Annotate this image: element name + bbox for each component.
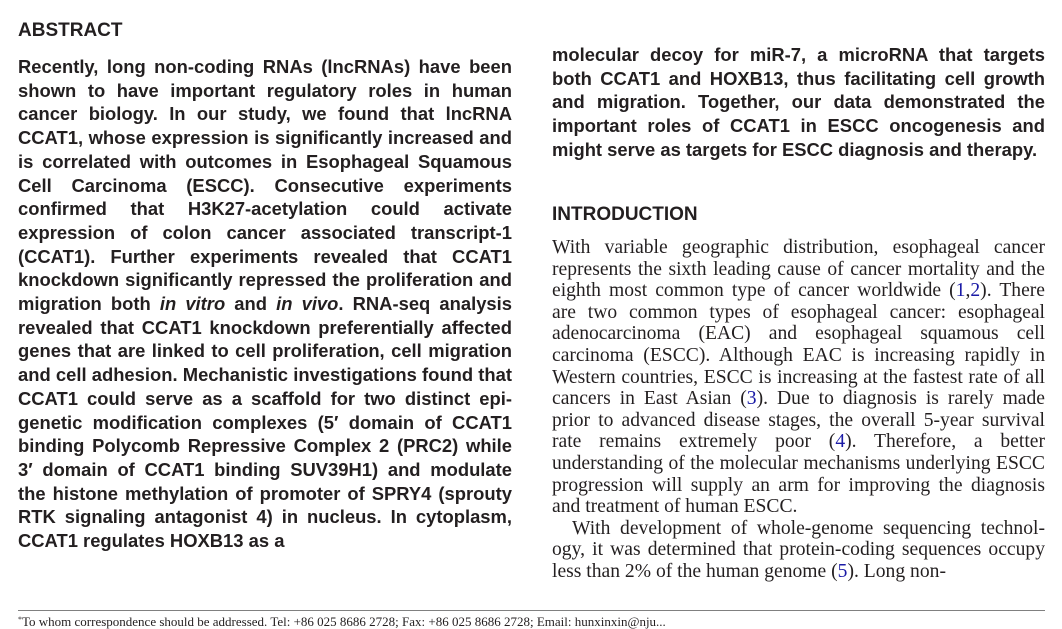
correspondence-footnote — [18, 614, 1045, 629]
text-run: . RNA-seq analysis revealed that CCAT1 knockdown preferentially affected genes that are linked to cell proliferation, cell migration and cell adhesion. Mechanistic investigations found that CCAT1 could serve as a scaffold for two distinct epigenetic modification complexes (5′ domain of CCAT1 binding Polycomb Repressive Complex 2 (PRC2) while 3′ domain of CCAT1 binding SUV39H1) and modulate the histone methylation of promoter of SPRY4 (sprouty RTK signaling antagonist 4) in nucleus. In cytoplasm, CCAT1 regulates HOXB13 as a — [18, 293, 512, 552]
text-run: With variable geographic distribution, esophageal cancer represents the sixth leading cause of cancer mortality and the eighth most common type of cancer worldwide ( — [552, 237, 1045, 302]
abstract-heading: ABSTRACT — [18, 20, 123, 41]
text-run: ). Due to diagnosis is rarely made prior to advanced disease stages, the overall 5-year survival rate remains extremely poor ( — [552, 388, 1045, 453]
citation-link[interactable]: 5 — [837, 560, 848, 582]
abstract-body — [18, 55, 512, 553]
text-run: molecular decoy for miR-7, a microRNA that targets both CCAT1 and HOXB13, thus facilitating cell growth and migration. Together, our data demonstrated the important roles of CCAT1 in ESCC oncogenesis and might serve as targets for ESCC diagnosis and therapy. — [552, 44, 1045, 160]
text-run: With development of whole-genome sequencing technology, it was determined that protein-coding sequences occupy less than 2% of the human genome ( — [552, 517, 1045, 582]
citation-link[interactable]: 2 — [970, 280, 981, 302]
citation-link[interactable]: 4 — [835, 431, 846, 453]
text-run: Recently, long non-coding RNAs (lncRNAs) have been shown to have important regulatory roles in human cancer biology. In our study, we found that lncRNA CCAT1, whose expression is significantly increased and is correlated with outcomes in Esophageal Squamous Cell Carcinoma (ESCC). Consecutive experiments confirmed that H3K27-acetylation could activate expression of colon cancer associated transcript-1 (CCAT1). Further experiments revealed that CCAT1 knockdown significantly repressed the proliferation and migration both — [18, 56, 512, 315]
citation-link[interactable]: 1 — [955, 280, 966, 302]
text-run: , — [965, 280, 971, 302]
text-run: ). Long non- — [847, 560, 946, 582]
introduction-heading: INTRODUCTION — [552, 204, 698, 225]
italic-text: in vitro — [159, 293, 226, 315]
text-run: ). There are two common types of esophageal cancer: esophageal adenocarcinoma (EAC) and esophageal squamous cell carcinoma (ESCC). Although EAC is increasing rapidly in Western countries, ESCC is increasing at the fastest rate of all cancers in East Asian ( — [552, 280, 1045, 410]
citation-link[interactable]: 3 — [746, 388, 757, 410]
footnote-divider — [18, 610, 1045, 611]
abstract-body-continued — [552, 43, 1045, 162]
introduction-paragraph — [552, 237, 1045, 518]
footnote-text: To whom correspondence should be addressed. Tel: +86 025 8686 2728; Fax: +86 025 8686 2728; Email: hunxinxin@nju... — [22, 614, 666, 629]
text-run: and — [225, 293, 277, 315]
footnote-marker: * — [18, 615, 22, 624]
introduction-paragraph — [552, 518, 1045, 583]
italic-text: in vivo — [276, 293, 339, 315]
text-run: ). Therefore, a better understanding of the molecular mechanisms underlying ESCC progression will supply an arm for improving the diagnosis and treatment of human ESCC. — [552, 431, 1045, 518]
introduction-body — [552, 237, 1045, 583]
